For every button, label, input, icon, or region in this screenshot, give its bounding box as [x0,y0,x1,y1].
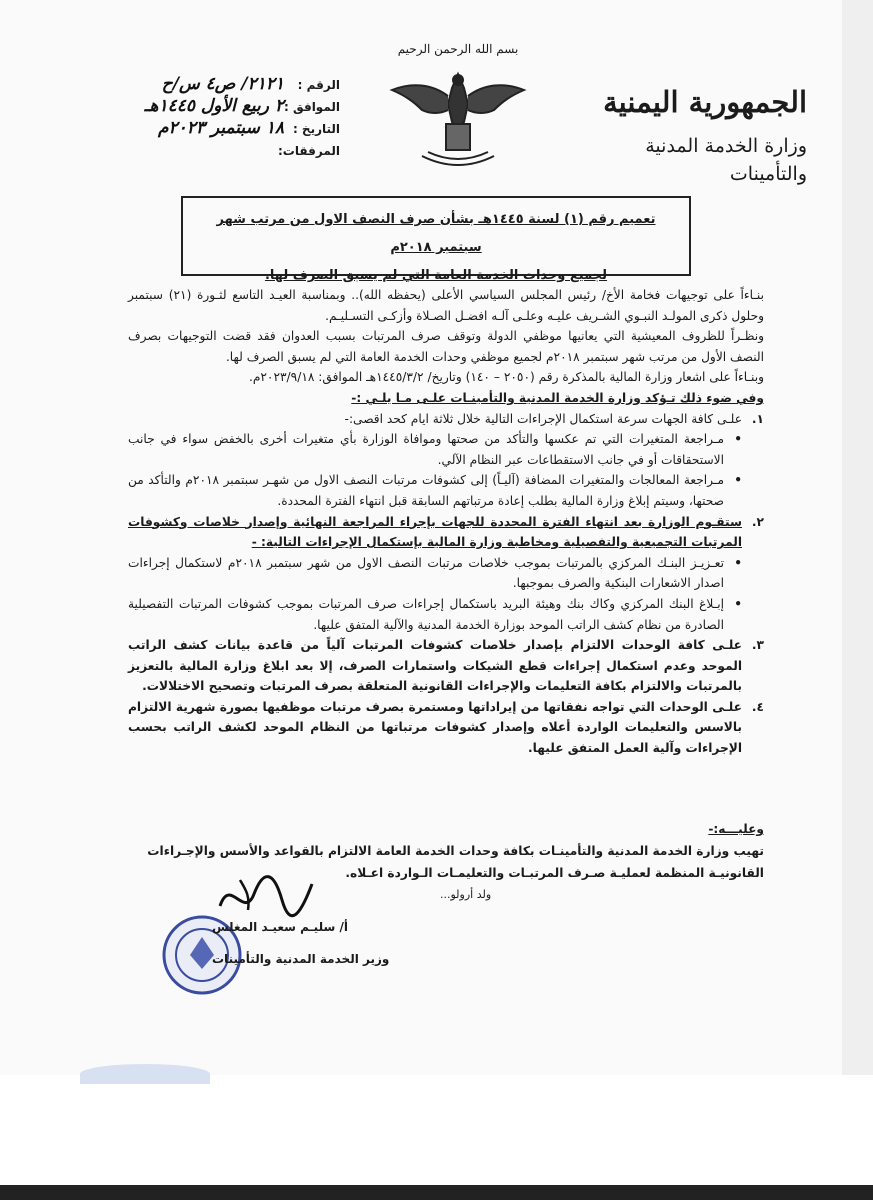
meta-label: المرفقات: [278,144,340,158]
directive-item-1 [128,409,764,430]
bullet-text: إبـلاغ البنك المركزي وكاك بنك وهيئة البريد باستكمال إجراءات صرف المرتبات بموجب كشوفات المرتبات التفصيلية الصادرة من نظام كشف الراتب الموحد بوزارة الخدمة المدنية والآلية المتفق عليها. [128,596,724,632]
circular-title-box [181,196,691,283]
item-text: علـى كافة الوحدات الالتزام بإصدار خلاصات كشوفات المرتبات آلياً من قاعدة بيانات كشف الراتب الموحد وعدم استكمال إجراءات قطع الشيكات واستمارات الصرف، إلا بعد ابلاغ وزارة المالية بالتعزيز بالمرتبات والالتزام بكافة التعليمات والإجراءات القانونية المتعلقة بصرف المرتبات وتصحيح الاختلالات. [128,638,742,694]
directive-item-3 [128,635,764,697]
signatory-name: أ/ سليـم سعيـد المغلس [212,920,348,934]
directives-lead: وفي ضوء ذلك تـؤكد وزارة الخدمة المدنية والتأمينـات علـى مـا يلـي :- [351,390,764,405]
meta-row-date [110,118,340,140]
title-line-2: لجميع وحدات الخدمة العامة التي لم يسبق الصرف لها. [264,268,608,283]
handwritten-signature-icon [210,866,320,926]
intro-paragraph-2: ونظـراً للظروف المعيشية التي يعانيها موظفي الدولة وتوقف صرف المرتبات بسبب العدوان فقد قضت التوجيهات بصرف النصف الأول من مرتب شهر سبتمبر ٢٠١٨م لجميع موظفي وحدات الخدمة العامة التي لم يسبق الصرف لها. [128,329,764,364]
item-text: علـى الوحدات التي تواجه نفقاتها من إيراداتها ومستمرة بصرف مرتبات موظفيها بصورة شهرية الالتزام بالاسس والتعليمات الواردة أعلاه وإصدار كشوفات مرتباتها من النظام الموحد لكشف الراتب بحسب الإجراءات وآلية العمل المتفق عليها. [128,699,742,756]
page-edge [842,0,873,1075]
basmala: بسم الله الرحمن الرحيم [397,42,519,56]
bullet-text: مـراجعة المتغيرات التي تم عكسها والتأكد من صحتها وموافاة الوزارة بأي متغيرات أخرى بالخفض سواء في جانب الاستحقاقات أو في جانب الاستقطاعات عبر النظام الآلي. [128,432,724,467]
meta-value: ١٨ سبتمبر ٢٠٢٣م [157,118,284,138]
bullet-icon: • [734,473,742,488]
closing-text: تهيب وزارة الخدمة المدنية والتأمينـات بكافة وحدات الخدمة العامة الالتزام بالقواعد والأسس والإجـراءات القانونيـة المنظمة لعمليـة صـرف المرتبـات والتعليمـات الـواردة اعـلاه. [147,844,764,880]
bullet-item [128,429,764,470]
closing-lead: وعليـــه:- [708,822,764,836]
item-number: ١. [751,411,764,426]
meta-label: الموافق : [284,100,340,114]
meta-row-attachments [110,140,340,162]
bottom-bar [0,1185,873,1200]
signatory-title: وزير الخدمة المدنية والتأمينات [212,952,390,966]
intro-paragraph-3: وبنـاءاً على اشعار وزارة المالية بالمذكرة رقم (٢٠٥٠ – ١٤٠) وتاريخ/ ١٤٤٥/٣/٢هـ الموافق: ٢٠٢٣/٩/١٨م. [248,370,764,385]
greeting: ولد أرولو... [440,888,492,901]
meta-value: ٢١٢١/ ص٤ س/ح [161,74,284,94]
meta-label: الرقم : [297,78,340,92]
bullet-item [128,594,764,635]
item-text: علـى كافة الجهات سرعة استكمال الإجراءات التالية خلال ثلاثة ايام كحد اقصى:- [344,411,742,426]
item-number: ٢. [751,514,764,529]
eagle-emblem-icon [382,44,534,184]
blank-area [0,1075,873,1185]
bullet-icon: • [734,432,742,447]
ministry-name: وزارة الخدمة المدنية والتأمينات [645,135,807,185]
meta-value: ٢ ربيع الأول ١٤٤٥هـ [144,96,284,116]
bullet-icon: • [734,596,742,611]
directive-item-2 [128,512,764,553]
republic-name: الجمهورية اليمنية [603,85,807,119]
partial-blue-shape [80,1064,210,1084]
intro-paragraph-1: بنـاءاً على توجيهات فخامة الأخ/ رئيس المجلس السياسي الأعلى (يحفظه الله).. وبمناسبة العيـد التاسع لثـورة (٢١) سبتمبر وحلول ذكرى المولـد النبـوي الشـريف عليـه وعلـى آلـه افضـل الصـلاة وأزكـى التسـليـم. [128,288,764,323]
bullet-icon: • [734,555,742,570]
meta-row-number [110,74,340,96]
bullet-item [128,553,764,594]
bullet-item [128,470,764,511]
bullet-text: تعـزيـز البنـك المركزي بالمرتبات بموجب خلاصات مرتبات النصف الاول من شهر سبتمبر ٢٠١٨م لاستكمال إجراءات اصدار الاشعارات البنكية والصرف بموجبها. [128,555,724,591]
item-text: ستقـوم الوزارة بعد انتهاء الفترة المحددة للجهات بإجراء المراجعة النهائية وإصدار خلاصات وكشوفات المرتبات التجميعية والتفصيلية ومخاطبة وزارة المالية بإستكمال الإجراءات التالية: - [128,514,742,550]
item-number: ٤. [751,699,764,714]
item-number: ٣. [751,638,764,653]
circular-body [128,285,764,759]
letterhead [587,82,807,188]
directive-item-4 [128,697,764,759]
meta-row-hijri [110,96,340,118]
meta-label: التاريخ : [292,122,340,136]
title-line-1: تعميم رقم (١) لسنة ١٤٤٥هـ بشأن صرف النصف الاول من مرتب شهر سبتمبر ٢٠١٨م [216,212,656,255]
bullet-text: مـراجعة المعالجات والمتغيرات المضافة (آليـاً) إلى كشوفات مرتبات النصف الاول من شهـر سبتمبر ٢٠١٨م والتأكد من صحتها، وسيتم إبلاغ وزارة المالية بطلب إعادة مرتباتهم السابقة قبل انتهاء الفترة المحددة. [128,473,724,508]
reference-block [110,74,340,162]
